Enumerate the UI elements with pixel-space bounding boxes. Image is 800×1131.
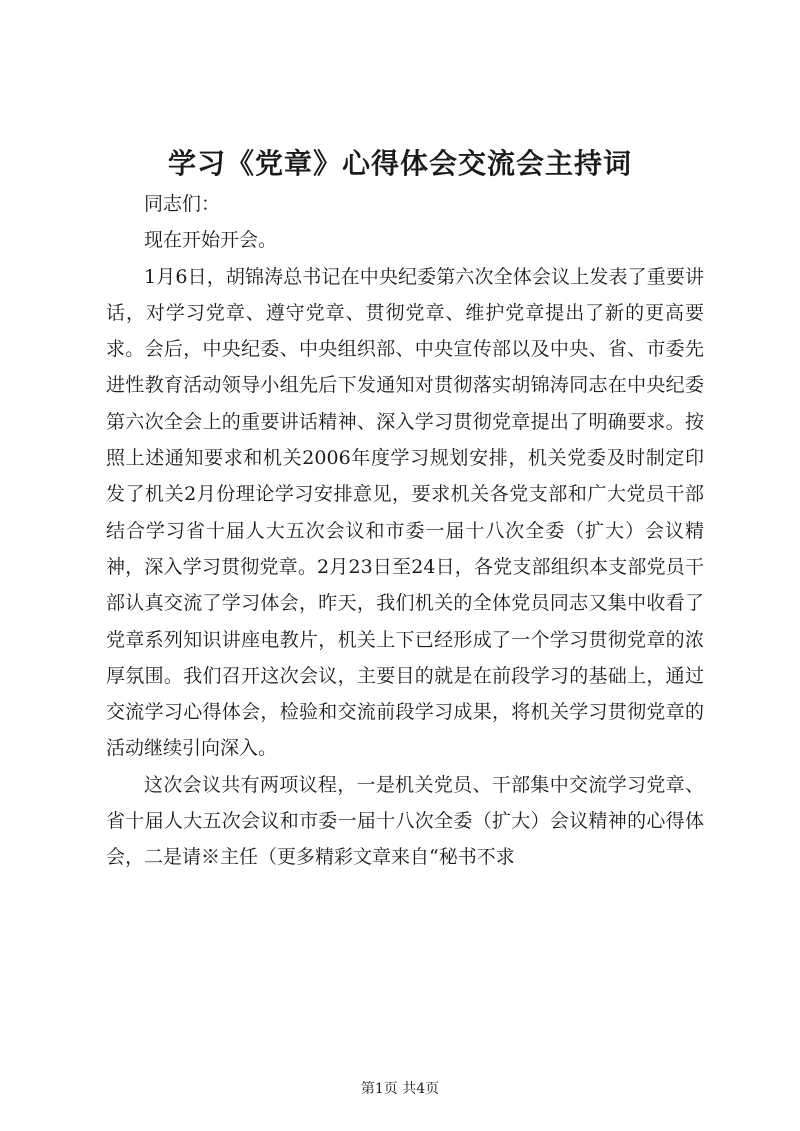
page-footer: 第1页 共4页 [360, 1081, 440, 1097]
document-body [106, 186, 704, 876]
opening-paragraph: 现在开始开会。 [144, 229, 278, 252]
background-paragraph: 1月6日，胡锦涛总书记在中央纪委第六次全体会议上发表了重要讲话，对学习党章、遵守党章、贯彻党章、维护党章提出了新的更高要求。会后，中央纪委、中央组织部、中央宣传部以及中央、省、市委先进性教育活动领导小组先后下发通知对贯彻落实胡锦涛同志在中央纪委第六次全会上的重要讲话精神、深入学习贯彻党章提出了明确要求。按照上述通知要求和机关2006年度学习规划安排，机关党委及时制定印发了机关2月份理论学习安排意见，要求机关各党支部和广大党员干部结合学习省十届人大五次会议和市委一届十八次全委（扩大）会议精神，深入学习贯彻党章。2月23日至24日，各党支部组织本支部党员干部认真交流了学习体会，昨天，我们机关的全体党员同志又集中收看了党章系列知识讲座电教片，机关上下已经形成了一个学习贯彻党章的浓厚氛围。我们召开这次会议，主要目的就是在前段学习的基础上，通过交流学习心得体会，检验和交流前段学习成果，将机关学习贯彻党章的活动继续引向深入。 [106, 265, 704, 760]
document-title: 学习《党章》心得体会交流会主持词 [167, 147, 632, 180]
agenda-paragraph: 这次会议共有两项议程，一是机关党员、干部集中交流学习党章、省十届人大五次会议和市委一届十八次全委（扩大）会议精神的心得体会，二是请※主任（更多精彩文章来自“秘书不求 [106, 773, 704, 869]
salutation-paragraph: 同志们： [144, 193, 221, 215]
